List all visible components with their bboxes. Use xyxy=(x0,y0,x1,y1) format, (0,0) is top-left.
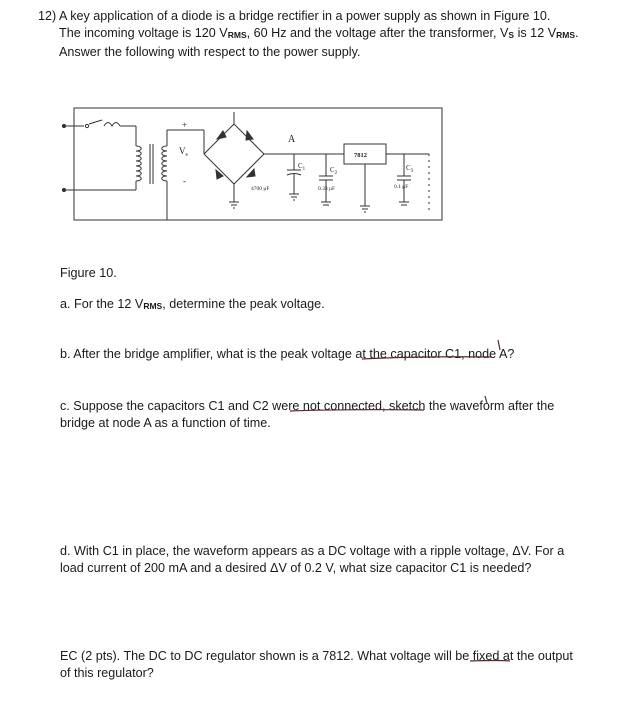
circuit-diagram xyxy=(54,102,474,232)
question-line-1: A key application of a diode is a bridge rectifier in a power supply as shown in Figure 10. xyxy=(59,9,551,23)
c3-label: $C_3$ xyxy=(406,164,414,174)
question-line-3: Answer the following with respect to the power supply. xyxy=(59,45,361,59)
question-line-2: The incoming voltage is 120 VRMS, 60 Hz and the voltage after the transformer, VS is 12 VRMS. xyxy=(59,26,579,40)
c2-label: $C_2$ xyxy=(330,166,338,176)
question-number: 12) xyxy=(38,9,57,23)
cap2-value: 0.33 μF xyxy=(318,186,336,192)
node-a-label: A xyxy=(288,134,296,145)
figure-caption: Figure 10. xyxy=(60,266,117,280)
part-c: c. Suppose the capacitors C1 and C2 were not connected, sketch the waveform after the bridge at node A as a function of time. xyxy=(60,399,555,430)
c1-label: $C_1$ xyxy=(298,162,306,172)
vs-label: $V_s$ xyxy=(179,146,188,158)
part-d: d. With C1 in place, the waveform appears as a DC voltage with a ripple voltage, ΔV. For a load current of 200 mA and a desired ΔV of 0.2 V, what size capacitor C1 is needed? xyxy=(60,544,565,575)
part-a: a. For the 12 VRMS, determine the peak voltage. xyxy=(60,297,325,311)
cap1-value: 4700 μF xyxy=(251,186,270,192)
regulator-label: 7812 xyxy=(354,152,367,159)
cap3-value: 0.1 μF xyxy=(394,184,409,190)
part-b: b. After the bridge amplifier, what is the peak voltage at the capacitor C1, node A? xyxy=(60,347,515,361)
question-header xyxy=(38,8,628,61)
part-extra-credit: EC (2 pts). The DC to DC regulator shown is a 7812. What voltage will be fixed at the output of this regulator? xyxy=(60,649,573,680)
plus-label: + xyxy=(182,120,188,130)
minus-label: - xyxy=(183,176,186,186)
